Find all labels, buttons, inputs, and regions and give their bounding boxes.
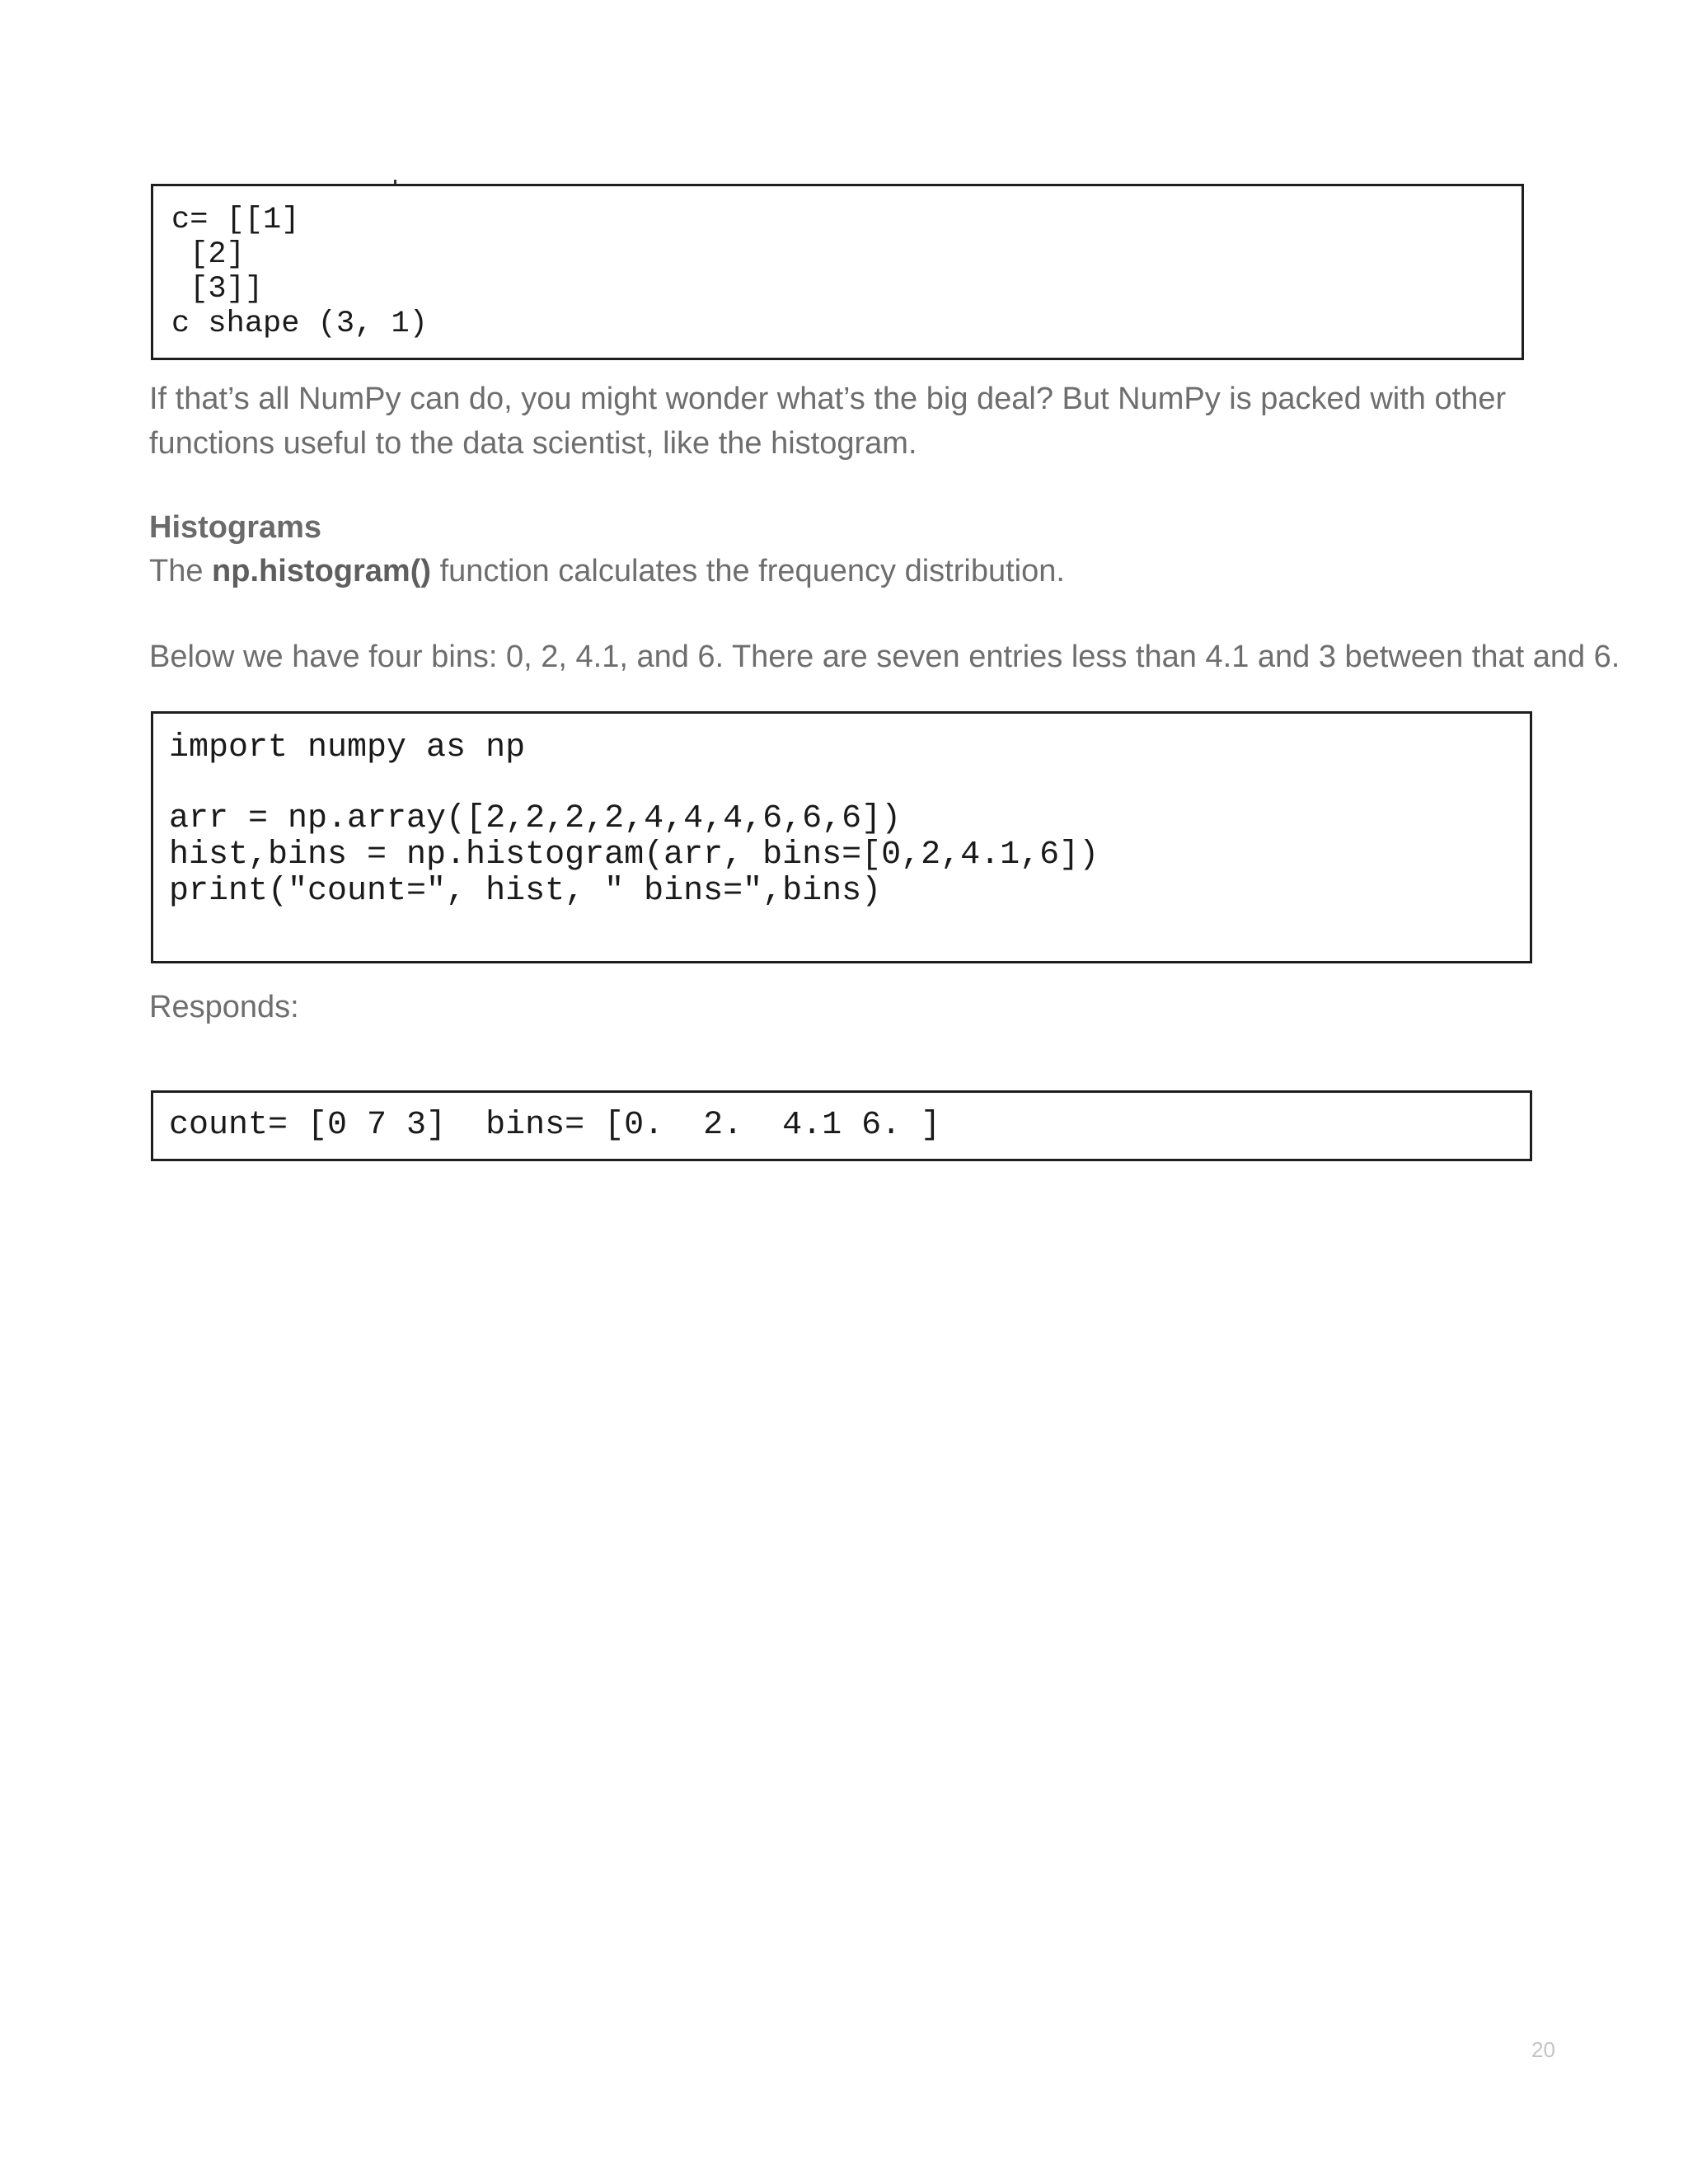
responds-label: Responds: [149, 990, 299, 1024]
code-line: hist,bins = np.histogram(arr, bins=[0,2,4.1,6]) [169, 837, 1100, 874]
output-line: count= [0 7 3] bins= [0. 2. 4.1 6. ] [169, 1107, 941, 1144]
description-suffix: function calculates the frequency distribution. [431, 554, 1065, 588]
code-line: [3]] [171, 272, 264, 307]
intro-paragraph-line-1: If that’s all NumPy can do, you might wonder what’s the big deal? But NumPy is packed with other [149, 382, 1507, 416]
code-block-c-output [151, 184, 1524, 360]
code-line: print("count=", hist, " bins=",bins) [169, 873, 882, 910]
code-line: [2] [171, 237, 245, 272]
page-number: 20 [1531, 2037, 1555, 2062]
section-heading: Histograms [149, 510, 322, 545]
code-line: c shape (3, 1) [171, 307, 428, 341]
code-block-histogram [151, 711, 1532, 963]
code-block-output [151, 1090, 1532, 1161]
histogram-description [149, 549, 1065, 593]
intro-paragraph-line-2: functions useful to the data scientist, like the histogram. [149, 426, 917, 461]
code-line: c= [[1] [171, 203, 300, 237]
function-name: np.histogram() [212, 554, 432, 588]
description-prefix: The [149, 554, 213, 588]
bins-explanation: Below we have four bins: 0, 2, 4.1, and 6. There are seven entries less than 4.1 and 3 between that and 6. [149, 640, 1620, 674]
code-line: import numpy as np [169, 729, 526, 766]
code-line: arr = np.array([2,2,2,2,4,4,4,6,6,6]) [169, 800, 902, 837]
code-blank-line [169, 766, 1530, 801]
